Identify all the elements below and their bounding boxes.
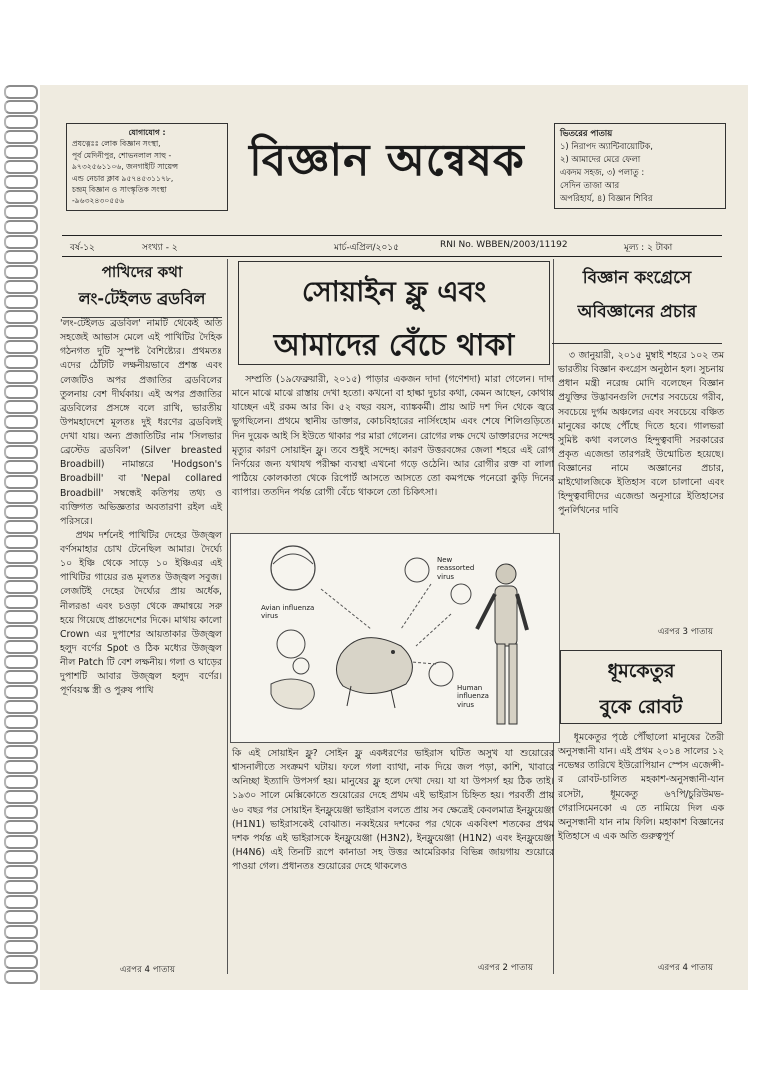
inside-pages-line: একদম সহজ, ৩) পলাতু : [560, 167, 645, 178]
spiral-ring [4, 715, 38, 729]
illustration-label: New reassorted virus [437, 556, 475, 581]
comet-article-heading-box [560, 650, 722, 724]
spiral-ring [4, 505, 38, 519]
illustration-label: Avian influenza virus [261, 604, 315, 621]
spiral-ring [4, 100, 38, 114]
spiral-ring [4, 115, 38, 129]
spiral-ring [4, 220, 38, 234]
spiral-ring [4, 880, 38, 894]
spiral-ring [4, 310, 38, 324]
spiral-ring [4, 325, 38, 339]
illustration-label: Human influenza virus [457, 684, 489, 709]
spiral-ring [4, 565, 38, 579]
right-article-heading1: বিজ্ঞান কংগ্রেসে [582, 268, 692, 288]
spiral-ring [4, 730, 38, 744]
volume-label: বর্ষ-১২ [70, 243, 95, 253]
spiral-ring [4, 790, 38, 804]
contact-line: চন্দ্রম্ বিজ্ঞান ও সাংস্কৃতিক সংস্থা [72, 184, 167, 194]
spiral-ring [4, 910, 38, 924]
spiral-ring [4, 835, 38, 849]
inside-pages-line: ১) নিরাপদ অ্যান্টিবায়োটিক, [560, 141, 653, 152]
spiral-ring [4, 550, 38, 564]
main-article-body: সম্প্রতি (১৯ফেব্রুয়ারী, ২০১৫) পাড়ার একজন দাদা (গণেশদা) মারা গেলেন। দাদা মানে মাঝে মাঝে রাস্তায় দেখা হতো। কখনো বা হাল্কা দুচার কথা, কেমন আছেন, কোথায় যাচ্ছেন এই রকম আর কি। ৫২ বছর বয়স, ব্যাঙ্ককর্মী। প্রায় আট দশ দিন থেকে জ্বরে ভুগছিলেন। প্রথমে স্থানীয় ডাক্তার, কোচবিহারের নার্সিংহোম এবং শেষে শিলিগুড়িতে। দিন দুয়েক আই সি ইউতে থাকার পর মারা গেলেন। রোগের লক্ষ দেখে ডাক্তারদের সন্দেহ মৃত্যুর কারণ সোয়াইন ফ্লু। তবে শুধুই সন্দেহ। কারণ উত্তরবঙ্গের জেলা শহরে এই রোগ নির্ণয়ের জন্য যথাযথ পরীক্ষা ব্যবস্থা এখনো গড়ে ওঠেনি। আর রোগীর রক্ত বা লালা পাঠিয়ে কোলকাতা থেকে রিপোর্ট আসতে আসতে তো কমপক্ষে পনেরো কুড়ি দিনের ব্যাপার। ততদিন পর্যন্ত রোগী বেঁচে থাকলে তো চিকিৎসা। [232, 374, 557, 498]
spiral-ring [4, 700, 38, 714]
comet-article-body: ধূমকেতুর পৃষ্ঠে পৌঁছালো মানুষের তৈরী অনুসন্ধানী যান। এই প্রথম ২০১৪ সালের ১২ নভেম্বর তারিখে ইউরোপিয়ান স্পেস এজেন্সী-র রোবট-চালিত মহকাশ-অনুসন্ধানী-যান রসেটা, ধূমকেতু ৬৭পি/চুরিউমভ-গেরাসিমেনকো এ তে নামিয়ে দিল এক অনুসন্ধানী যান নাম ফিলি। মহাকাশ বিজ্ঞানের ইতিহাসে এ এক অতি গুরুত্বপূর্ণ [558, 732, 727, 842]
spiral-ring [4, 265, 38, 279]
price-label: মূল্য : ২ টাকা [624, 243, 673, 253]
main-headline-box [238, 261, 550, 365]
spiral-ring [4, 775, 38, 789]
newspaper-page [40, 85, 748, 990]
left-article-body: 'লং-টেইলড ব্রডবিল' নামটি থেকেই অতি সহজেই আভাস মেলে এই পাখিটির দৈহিক গঠনগত দুটি সুস্পষ্ট বৈশিষ্ট্যের। প্রথমতঃ এদের ঠোঁটটি লক্ষনীয়ভাবে প্রশস্ত এবং লেজটিও অপর প্রজাতির ব্রডবিলের তুলনায় বেশ দীর্ঘকায়। এই অপর প্রজাতির ব্রডবিলের প্রসঙ্গে বলে রাখি, ভারতীয় উপমহাদেশে মূলতঃ দুই ধরণের ব্রডবিলই দেখা যায়। অন্য প্রজাতিটির নাম 'সিলভার ব্রেস্টেড ব্রডবিল' (Silver breasted Broadbill) নামান্তরে 'Hodgson's Broadbill' বা 'Nepal collared Broadbill' সম্বন্ধেই কতিপয় তথ্য ও ব্যক্তিগত অভিজ্ঞতার অবতারণা রইল এই পরিসরে। প্রথম দর্শনেই পাখিটির দেহের উজ্জ্বল বর্ণসমাহার চোখ টেনেছিল আমার। দৈর্ঘ্যে ১০ ইঞ্চি থেকে সাড়ে ১০ ইঞ্চিএর এই পাখিটির গায়ের রঙ মূলতঃ উজ্জ্বল সবুজ। লেজটিই দেহের দৈর্ঘ্যের প্রায় অর্ধেক, নীলরঙা এবং চওড়া থেকে ক্রমান্বয়ে সরু হয়ে গিয়েছে প্রান্তদেশের দিকে। মাথায় কালো Crown এর দুপাশের আয়তাকার উজ্জ্বল হলুদ বর্ণের Spot ও ঠিক মধ্যের উজ্জ্বল নীল Patch টি বেশ লক্ষনীয়। গলা ও ঘাড়ের দুপাশটি আবার উজ্জ্বল হলুদ বর্ণের। পূর্ণবয়স্ক স্ত্রী ও পুরুষ পাখি [60, 318, 222, 697]
spiral-ring [4, 445, 38, 459]
spiral-ring [4, 805, 38, 819]
spiral-ring [4, 595, 38, 609]
contact-line: পূর্ব মেদিনীপুর, শোভনলাল সাহু - [72, 150, 172, 160]
spiral-ring [4, 655, 38, 669]
spiral-ring [4, 145, 38, 159]
spiral-ring [4, 625, 38, 639]
spiral-ring [4, 250, 38, 264]
spiral-ring [4, 415, 38, 429]
contact-line: প্রযত্নেঃঃ লোক বিজ্ঞান সংস্থা, [72, 139, 161, 149]
inside-pages-header: ভিতরের পাতায় [560, 128, 613, 138]
spiral-ring [4, 385, 38, 399]
spiral-ring [4, 460, 38, 474]
spiral-ring [4, 175, 38, 189]
spiral-ring [4, 160, 38, 174]
column-divider [227, 259, 228, 974]
contact-line: ৯৭৩২৫৬১১০৬, জনগাইটি সায়েন্স [72, 162, 179, 172]
right-article-continued: এরপর 3 পাতায় [658, 627, 714, 637]
main-headline-line1: সোয়াইন ফ্লু এবং [301, 275, 487, 308]
spiral-ring [4, 955, 38, 969]
spiral-ring [4, 85, 38, 99]
spiral-ring [4, 640, 38, 654]
right-article-heading2: অবিজ্ঞানের প্রচার [577, 302, 697, 322]
comet-article-continued: এরপর 4 পাতায় [658, 963, 714, 973]
virus-diagram-graphic [231, 534, 559, 742]
spiral-ring [4, 535, 38, 549]
spiral-ring [4, 280, 38, 294]
comet-article-heading2: বুকে রোবট [599, 696, 683, 718]
spiral-ring [4, 685, 38, 699]
spiral-ring [4, 850, 38, 864]
spiral-ring [4, 355, 38, 369]
rni-label: RNI No. WBBEN/2003/11192 [440, 240, 568, 250]
spiral-ring [4, 190, 38, 204]
spiral-ring [4, 490, 38, 504]
spiral-ring [4, 970, 38, 984]
comet-article-heading1: ধূমকেতুর [607, 660, 675, 682]
spiral-ring [4, 295, 38, 309]
spiral-ring [4, 205, 38, 219]
spiral-ring [4, 760, 38, 774]
contact-header: যোগাযোগ : [128, 128, 166, 137]
main-article-continued: এরপর 2 পাতায় [478, 963, 534, 973]
spiral-ring [4, 370, 38, 384]
inside-pages-line: ২) আমাদের মেরে ফেলা [560, 154, 641, 165]
contact-line: -৯৬৩২৪৩০৫৫৬ [72, 196, 125, 206]
contact-line: এন্ড নেচার ক্লাব ৯৫৭৪৫৩১১৭৮, [72, 173, 174, 183]
spiral-ring [4, 670, 38, 684]
main-article-body-continued: কি এই সোয়াইন ফ্লু? সোইন ফ্লু একধরণের ভাইরাস ঘটিত অসুখ যা শুয়োরের শ্বাসনালীতে সংক্রমণ ঘটায়। ফলে গলা ব্যাথা, নাক দিয়ে জল পড়া, কাশি, খাবারে অনিচ্ছা ইত্যাদি উপসর্গ হয়। মানুষের ফ্লু হলে দেখা দেয়। যা যা উপসর্গ হয় ঠিক তাই। ১৯৩০ সালে মেক্সিকোতে শুয়োরের দেহে প্রথম এই ভাইরাস চিহ্নিত হয়। পরবর্তী প্রায় ৬০ বছর পর সোয়াইন ইনফ্লুয়েঞ্জা ভাইরাস বলতে প্রায় সব ক্ষেত্রেই কেবলমাত্র ইনফ্লুয়েঞ্জা (H1N1) ভাইরাসকেই বোঝাত। নব্বইয়ের দশকের পর থেকে একবিংশ শতকের প্রথম দশক পর্যন্ত এই ভাইরাসকে ইনফ্লুয়েঞ্জা (H3N2), ইনফ্লুয়েঞ্জা (H1N2) এবং ইনফ্লুয়েঞ্জা (H4N6) এই তিনটি রূপে কানাডা সহ উত্তর আমেরিকার বিভিন্ন জায়গায় শুয়োরে পাওয়া গেল। প্রধানতঃ শুয়োরের দেহে থাকলেও [232, 748, 557, 872]
right-article-body: ৩ জানুয়ারী, ২০১৫ মুম্বাই শহরে ১০২ তম ভারতীয় বিজ্ঞান কংগ্রেস অনুষ্ঠান হল। সুচনায় প্রধান মন্ত্রী নরেন্দ্র মোদি বলেছেন বিজ্ঞান প্রযুক্তির উদ্ভাবনগুলি দেশের সবচেয়ে গরীব, সবচেয়ে দুর্গম অঞ্চলের এবং সবচেয়ে বঞ্চিত মানুষের কাছে পৌঁছে দিতে হবে। গালভরা সুমিষ্ট কথা বললেও হিন্দুত্ববাদী সরকারের প্রকৃত এজেন্ডা তারপরই উন্মোচিত হয়েছে। বিজ্ঞানের নামে অজ্ঞানের প্রচার, মাইথোলজিকে ইতিহাস বলে চালানো এবং হিন্দুত্ববাদীদের এজেন্ডা অনুসারে ইতিহাসের পুনর্লিখনের দাবি [558, 350, 727, 517]
issue-label: সংখ্যা - ২ [142, 243, 178, 253]
spiral-ring [4, 610, 38, 624]
spiral-ring [4, 130, 38, 144]
swine-flu-illustration [230, 533, 560, 743]
issue-info-bar [62, 235, 722, 257]
left-article-continued: এরপর 4 পাতায় [120, 965, 176, 975]
spiral-binding [0, 85, 40, 985]
main-headline-line2: আমাদের বেঁচে থাকা [273, 328, 515, 363]
left-article-kicker: পাখিদের কথা [101, 263, 183, 281]
masthead-title: বিজ্ঞান অন্বেষক [249, 135, 525, 186]
spiral-ring [4, 820, 38, 834]
inside-pages-line: সেদিন তাজা আর [560, 180, 620, 191]
inside-pages-line: অপরিহার্য, ৪) বিজ্ঞান শিবির [560, 193, 653, 204]
spiral-ring [4, 520, 38, 534]
spiral-ring [4, 925, 38, 939]
spiral-ring [4, 235, 38, 249]
spiral-ring [4, 400, 38, 414]
spiral-ring [4, 865, 38, 879]
spiral-ring [4, 340, 38, 354]
spiral-ring [4, 580, 38, 594]
spiral-ring [4, 430, 38, 444]
right-article-heading-box [552, 263, 722, 344]
spiral-ring [4, 895, 38, 909]
contact-box [66, 123, 228, 211]
spiral-ring [4, 940, 38, 954]
spiral-ring [4, 475, 38, 489]
spiral-ring [4, 745, 38, 759]
inside-pages-box [554, 123, 726, 209]
date-label: মার্চ-এপ্রিল/২০১৫ [334, 243, 399, 253]
left-article-heading: লং-টেইলড ব্রডবিল [62, 286, 222, 318]
